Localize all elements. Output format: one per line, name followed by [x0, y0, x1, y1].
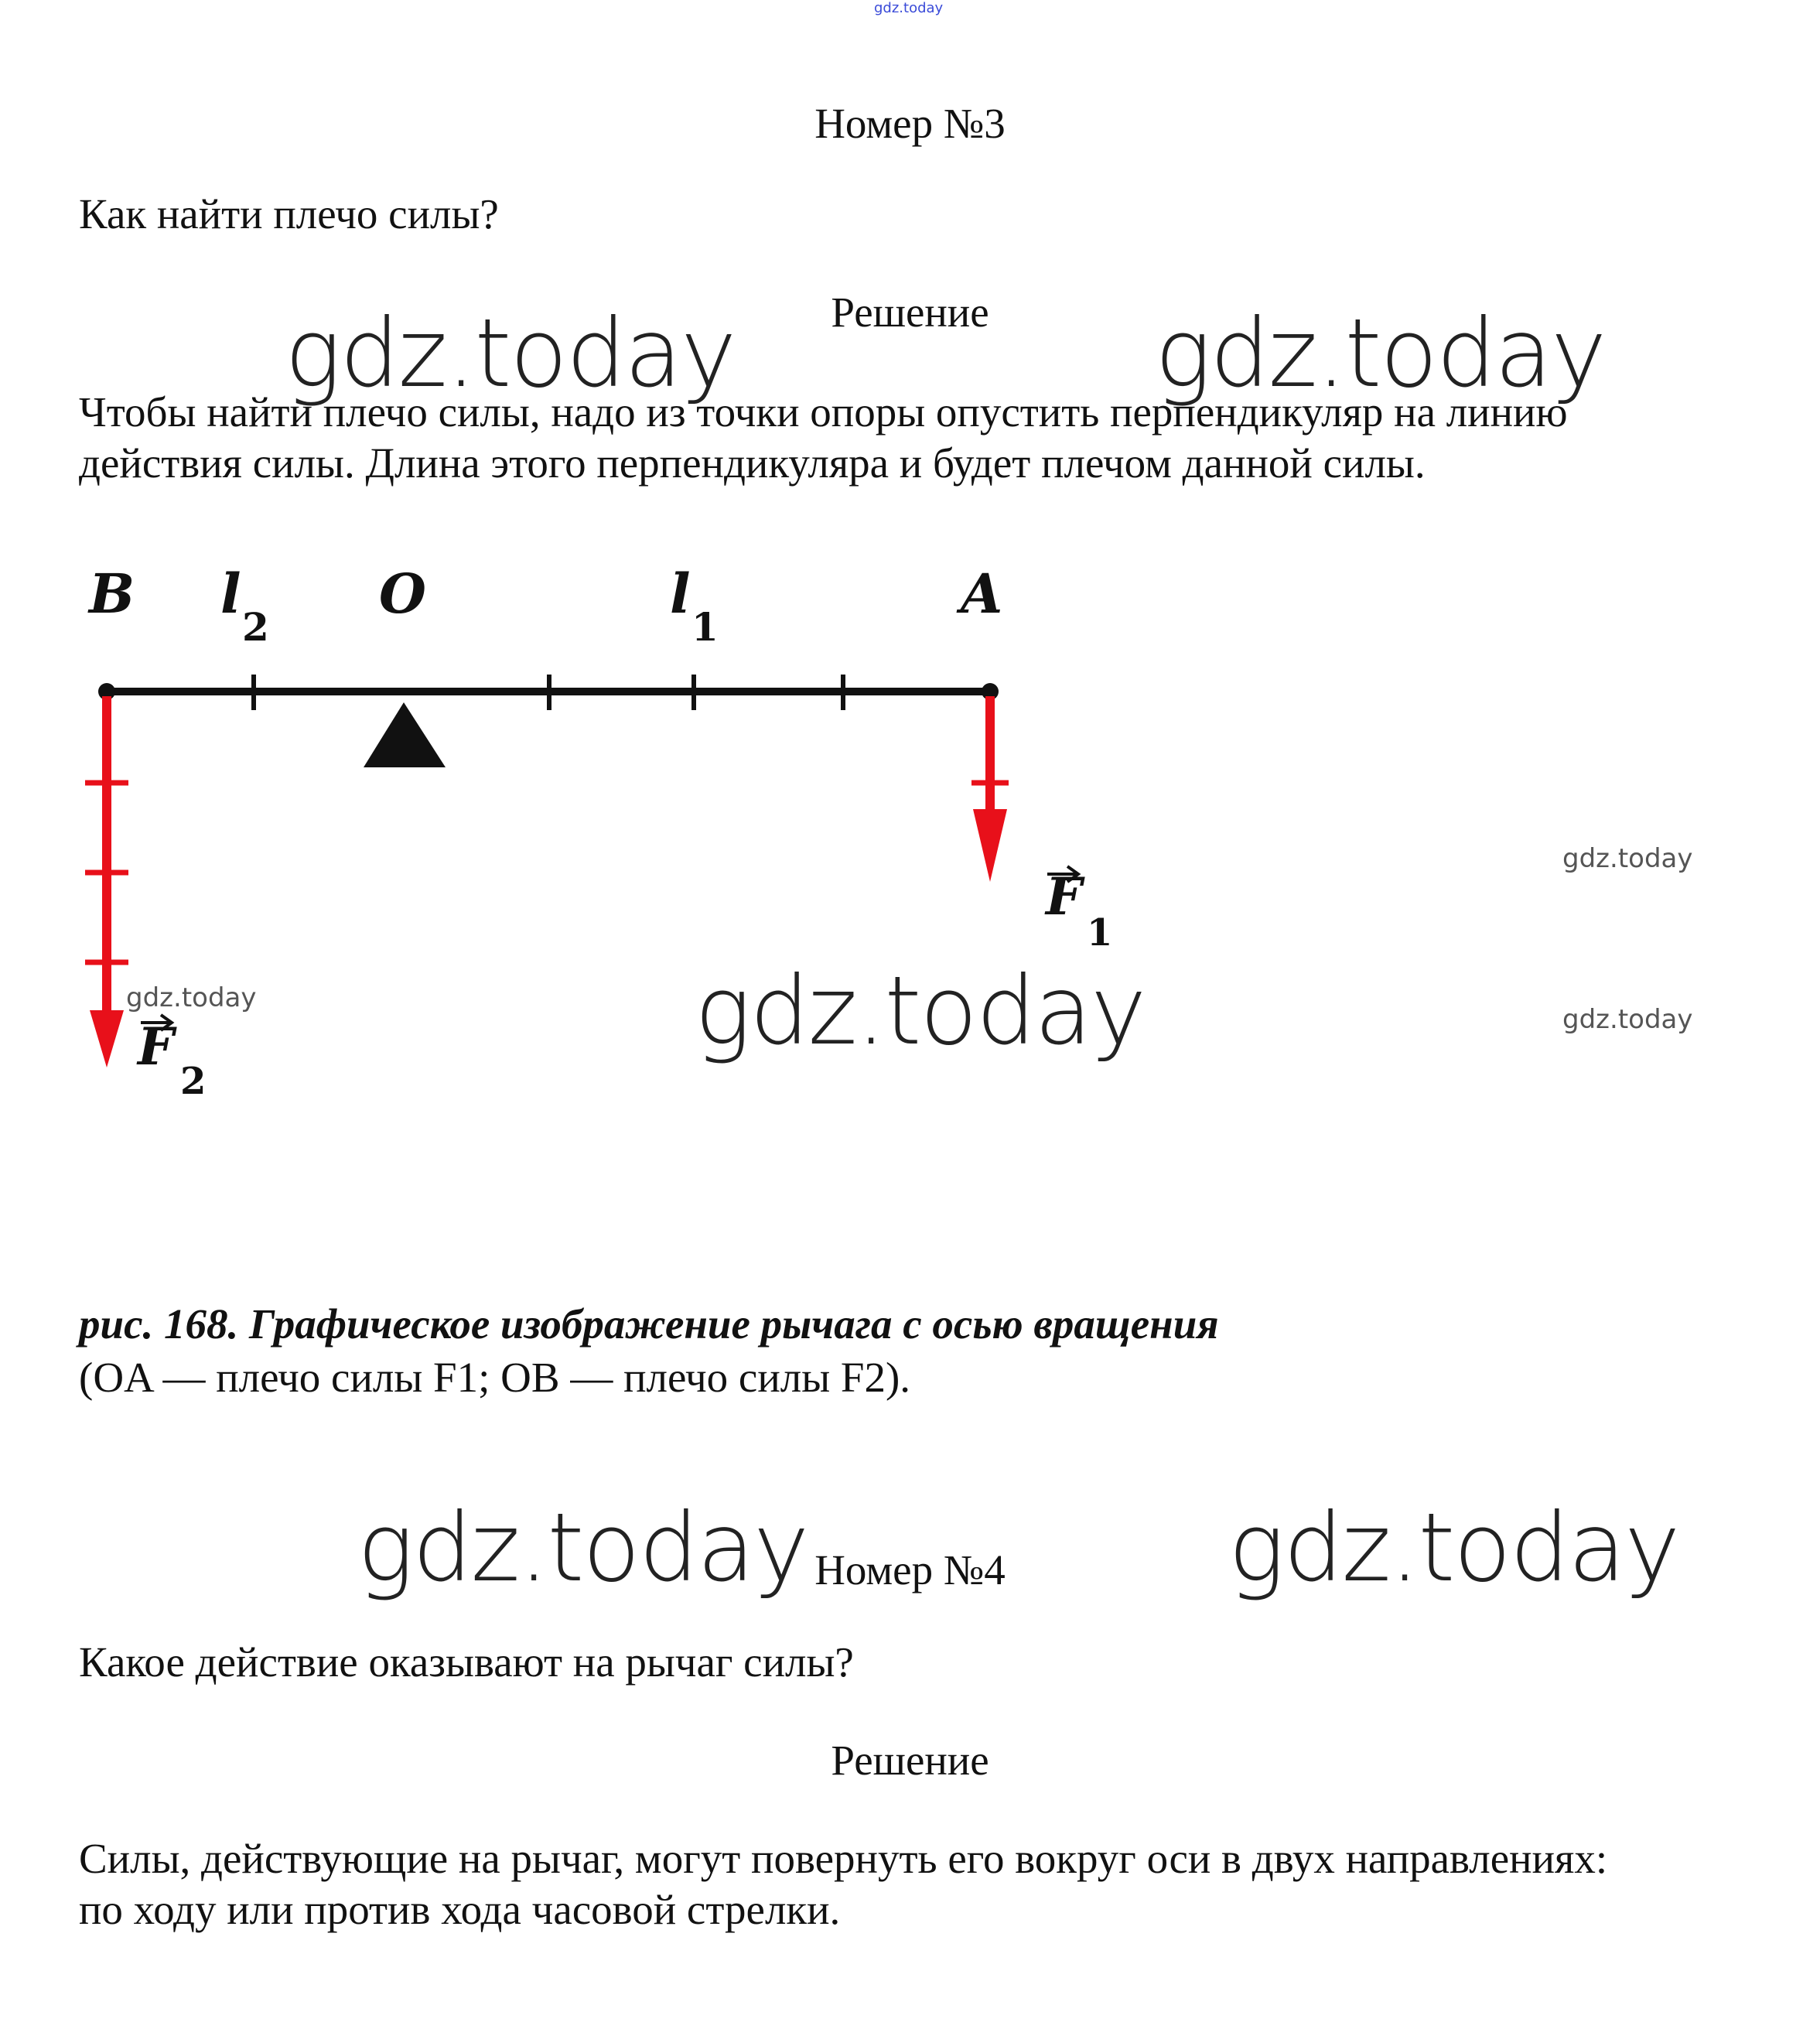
watermark-big: gdz.today [1228, 1493, 1679, 1603]
top-watermark: gdz.today [874, 0, 944, 16]
task4-answer-line1: Силы, действующие на рычаг, могут повернуть его вокруг оси в двух направлениях: [79, 1835, 1608, 1882]
task4-question: Какое действие оказывают на рычаг силы? [79, 1638, 854, 1686]
label-F2: F [138, 1016, 174, 1077]
label-F2-sub: 2 [180, 1060, 207, 1103]
figure-caption-title: рис. 168. Графическое изображение рычага с осью вращения [79, 1300, 1219, 1348]
task4-answer-line2: по ходу или против хода часовой стрелки. [79, 1886, 841, 1933]
label-F1: F [1046, 866, 1082, 927]
watermark-big: gdz.today [695, 956, 1146, 1066]
watermark-big: gdz.today [285, 299, 736, 408]
label-l2-sub: 2 [242, 604, 269, 650]
label-l2: l [220, 562, 241, 626]
label-A: A [961, 562, 1003, 626]
task3-solution-label: Решение [831, 289, 989, 336]
task4-heading: Номер №4 [814, 1546, 1006, 1593]
task3-answer-line2: действия силы. Длина этого перпендикуляра и будет плечом данной силы. [79, 439, 1426, 487]
force-arrow-F1 [971, 696, 1009, 882]
watermark-big: gdz.today [1155, 299, 1606, 408]
watermark-big: gdz.today [357, 1493, 808, 1603]
task3-heading: Номер №3 [814, 100, 1006, 147]
figure-caption-text: (OA — плечо силы F1; OB — плечо силы F2). [79, 1354, 911, 1401]
force-arrow-F2 [85, 696, 128, 1067]
label-O: O [379, 562, 426, 626]
label-F1-sub: 1 [1087, 911, 1113, 955]
label-l1-sub: 1 [691, 604, 719, 650]
watermark-small: gdz.today [1562, 1004, 1693, 1035]
fulcrum-triangle [364, 702, 446, 767]
task3-answer-line1: Чтобы найти плечо силы, надо из точки опоры опустить перпендикуляр на линию [79, 388, 1568, 436]
task3-question: Как найти плечо силы? [79, 190, 499, 237]
task4-solution-label: Решение [831, 1737, 989, 1784]
watermark-small: gdz.today [1562, 843, 1693, 874]
watermark-small: gdz.today [126, 982, 257, 1013]
label-l1: l [670, 562, 691, 626]
label-B: B [89, 562, 135, 626]
